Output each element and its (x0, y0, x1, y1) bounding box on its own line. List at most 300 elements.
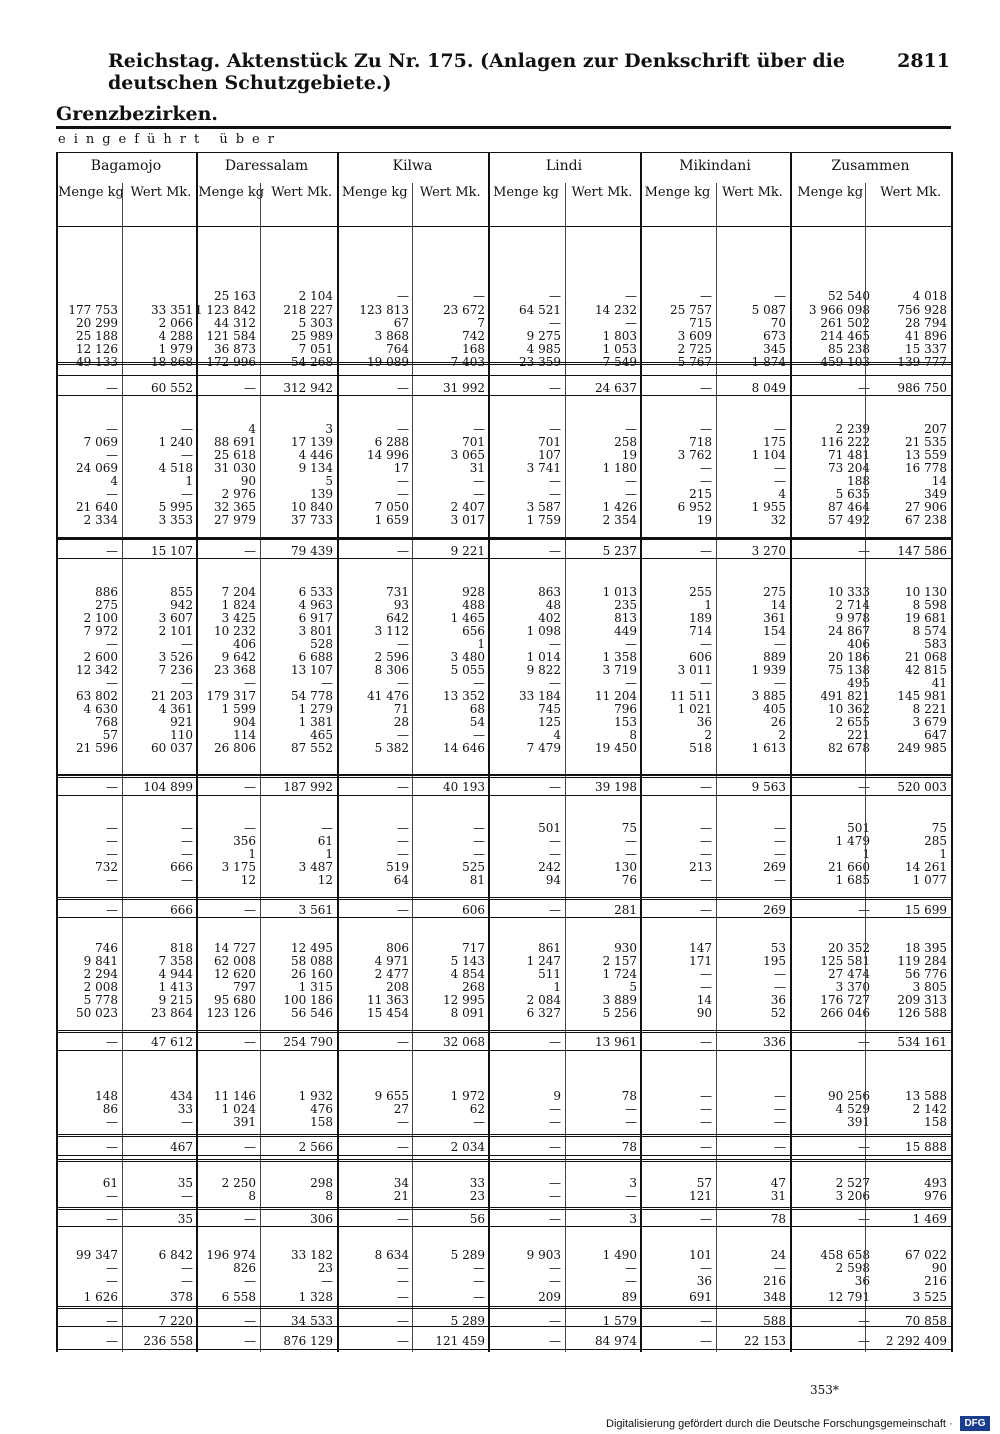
table-cell: — (549, 289, 561, 303)
table-cell: 5 289 (450, 1314, 485, 1328)
table-cell: — (244, 544, 256, 558)
table-cell: 31 992 (443, 381, 485, 395)
table-cell: 33 182 (291, 1248, 333, 1262)
table-cell: — (397, 289, 409, 303)
table-cell: — (106, 821, 118, 835)
table-cell: 86 (102, 1102, 118, 1116)
table-cell: 1 (477, 637, 485, 651)
table-cell: 41 (931, 676, 947, 690)
table-cell: 12 126 (76, 342, 118, 356)
table-cell: 221 (847, 728, 870, 742)
table-cell: 39 198 (595, 780, 637, 794)
table-cell: 215 (689, 487, 712, 501)
table-cell: 3 370 (835, 980, 870, 994)
table-cell: — (774, 676, 786, 690)
table-cell: 62 (469, 1102, 485, 1116)
table-cell: 8 049 (751, 381, 786, 395)
table-cell: — (625, 847, 637, 861)
table-cell: — (774, 1261, 786, 1275)
table-cell: — (106, 1314, 118, 1328)
table-cell: — (549, 1176, 561, 1190)
table-cell: 16 778 (905, 461, 947, 475)
table-cell: 904 (233, 715, 256, 729)
table-cell: 75 138 (828, 663, 870, 677)
table-cell: — (774, 980, 786, 994)
table-cell: 449 (614, 624, 637, 638)
table-cell: 488 (462, 598, 485, 612)
table-cell: 148 (95, 1089, 118, 1103)
table-cell: 32 (770, 513, 786, 527)
table-cell: 175 (763, 435, 786, 449)
table-cell: 2 084 (526, 993, 561, 1007)
table-cell: 1 098 (526, 624, 561, 638)
table-cell: 168 (462, 342, 485, 356)
table-cell: 797 (233, 980, 256, 994)
table-cell: 1 874 (751, 355, 786, 369)
row-rule (56, 1030, 951, 1031)
table-cell: 71 (393, 702, 409, 716)
table-cell: 4 944 (158, 967, 193, 981)
table-cell: 921 (170, 715, 193, 729)
dfg-logo: DFG (960, 1416, 990, 1431)
table-row (0, 1213, 1000, 1226)
table-cell: 24 069 (76, 461, 118, 475)
table-cell: — (397, 821, 409, 835)
table-cell: 465 (310, 728, 333, 742)
table-row (0, 290, 1000, 303)
table-cell: 195 (763, 954, 786, 968)
table-cell: 179 317 (206, 689, 256, 703)
table-cell: — (397, 1274, 409, 1288)
header-bottom-rule (56, 226, 951, 227)
table-cell: 177 753 (68, 303, 118, 317)
table-cell: — (858, 1140, 870, 1154)
table-cell: 942 (170, 598, 193, 612)
table-cell: 1 279 (298, 702, 333, 716)
table-cell: — (397, 1261, 409, 1275)
table-cell: 1 (248, 847, 256, 861)
table-cell: — (625, 1115, 637, 1129)
table-cell: — (473, 422, 485, 436)
table-cell: 8 (248, 1189, 256, 1203)
table-cell: — (625, 1102, 637, 1116)
table-cell: 4 630 (83, 702, 118, 716)
table-cell: 9 655 (374, 1089, 409, 1103)
table-cell: — (549, 1314, 561, 1328)
table-cell: 24 637 (595, 381, 637, 395)
table-cell: 1 021 (677, 702, 712, 716)
table-cell: 56 (469, 1212, 485, 1226)
table-cell: 731 (386, 585, 409, 599)
table-cell: 2 (704, 728, 712, 742)
table-cell: 139 (310, 487, 333, 501)
table-cell: 3 561 (298, 903, 333, 917)
table-cell: 9 215 (158, 993, 193, 1007)
table-cell: 1 932 (298, 1089, 333, 1103)
table-cell: 8 634 (374, 1248, 409, 1262)
table-cell: 187 992 (283, 780, 333, 794)
table-cell: 101 (689, 1248, 712, 1262)
table-cell: 1 247 (526, 954, 561, 968)
table-row (0, 1116, 1000, 1129)
table-cell: — (397, 1314, 409, 1328)
table-cell: — (858, 1314, 870, 1328)
table-cell: 1 (185, 474, 193, 488)
table-row (0, 835, 1000, 848)
table-cell: 25 989 (291, 329, 333, 343)
table-cell: 57 492 (828, 513, 870, 527)
row-rule (56, 897, 951, 898)
table-cell: 26 806 (214, 741, 256, 755)
table-cell: 153 (614, 715, 637, 729)
table-cell: 5 303 (298, 316, 333, 330)
table-cell: 114 (233, 728, 256, 742)
table-cell: 36 (696, 1274, 712, 1288)
table-row (0, 874, 1000, 887)
table-cell: 2 566 (298, 1140, 333, 1154)
table-cell: 518 (689, 741, 712, 755)
table-cell: 9 978 (835, 611, 870, 625)
table-cell: 855 (170, 585, 193, 599)
table-cell: 1 599 (221, 702, 256, 716)
table-cell: 25 188 (76, 329, 118, 343)
table-cell: — (625, 474, 637, 488)
table-cell: 1 979 (158, 342, 193, 356)
table-cell: — (858, 544, 870, 558)
table-cell: 1 465 (450, 611, 485, 625)
table-cell: — (244, 1212, 256, 1226)
table-cell: 61 (317, 834, 333, 848)
table-cell: 1 013 (602, 585, 637, 599)
table-cell: 23 (469, 1189, 485, 1203)
table-cell: — (181, 1115, 193, 1129)
table-cell: — (700, 544, 712, 558)
table-cell: 4 361 (158, 702, 193, 716)
table-cell: 33 184 (519, 689, 561, 703)
table-cell: 9 221 (450, 544, 485, 558)
table-cell: 17 (393, 461, 409, 475)
table-cell: — (181, 1274, 193, 1288)
table-cell: 68 (469, 702, 485, 716)
table-cell: — (397, 676, 409, 690)
table-cell: 269 (763, 860, 786, 874)
table-cell: 3 206 (835, 1189, 870, 1203)
table-cell: 3 353 (158, 513, 193, 527)
table-cell: 3 (629, 1212, 637, 1226)
table-cell: 714 (689, 624, 712, 638)
table-cell: 23 864 (151, 1006, 193, 1020)
table-cell: 61 (102, 1176, 118, 1190)
table-cell: 606 (462, 903, 485, 917)
table-cell: 11 363 (367, 993, 409, 1007)
table-cell: 23 672 (443, 303, 485, 317)
table-cell: — (106, 1261, 118, 1275)
table-cell: 23 368 (214, 663, 256, 677)
row-rule (56, 1326, 951, 1327)
table-cell: 249 985 (897, 741, 947, 755)
row-rule (56, 917, 951, 918)
table-cell: 52 540 (828, 289, 870, 303)
table-cell: 467 (170, 1140, 193, 1154)
table-cell: 3 868 (374, 329, 409, 343)
column-rule (488, 152, 490, 1352)
table-cell: 21 660 (828, 860, 870, 874)
table-cell: 41 896 (905, 329, 947, 343)
table-cell: 2 477 (374, 967, 409, 981)
table-cell: — (774, 637, 786, 651)
table-cell: 2 101 (158, 624, 193, 638)
table-row (0, 1335, 1000, 1348)
table-row (0, 1007, 1000, 1020)
table-cell: — (549, 316, 561, 330)
table-cell: 41 476 (367, 689, 409, 703)
table-cell: 691 (689, 1290, 712, 1304)
table-cell: 19 (696, 513, 712, 527)
table-cell: 1 939 (751, 663, 786, 677)
table-cell: 391 (847, 1115, 870, 1129)
table-cell: 10 362 (828, 702, 870, 716)
table-cell: — (774, 1089, 786, 1103)
table-cell: 2 104 (298, 289, 333, 303)
table-cell: — (244, 381, 256, 395)
value-header: Wert Mk. (130, 185, 192, 200)
table-cell: — (549, 487, 561, 501)
table-row (0, 1262, 1000, 1275)
table-cell: — (397, 1212, 409, 1226)
table-cell: 31 030 (214, 461, 256, 475)
table-cell: 123 813 (359, 303, 409, 317)
table-cell: 8 091 (450, 1006, 485, 1020)
table-cell: — (858, 903, 870, 917)
table-cell: 647 (924, 728, 947, 742)
table-cell: 70 (770, 316, 786, 330)
table-cell: — (625, 422, 637, 436)
table-cell: 1 413 (158, 980, 193, 994)
table-cell: — (321, 676, 333, 690)
table-cell: 71 481 (828, 448, 870, 462)
table-cell: 84 974 (595, 1334, 637, 1348)
value-header: Wert Mk. (722, 185, 783, 200)
table-cell: 9 642 (221, 650, 256, 664)
table-cell: — (549, 637, 561, 651)
table-cell: 1 104 (751, 448, 786, 462)
table-cell: 94 (545, 873, 561, 887)
table-cell: 3 607 (158, 611, 193, 625)
table-cell: 732 (95, 860, 118, 874)
table-cell: 2 157 (602, 954, 637, 968)
table-cell: 11 204 (595, 689, 637, 703)
table-row (0, 1036, 1000, 1049)
table-cell: 3 719 (602, 663, 637, 677)
table-cell: — (397, 1290, 409, 1304)
table-cell: — (774, 422, 786, 436)
table-cell: 3 885 (751, 689, 786, 703)
table-cell: 4 529 (835, 1102, 870, 1116)
table-cell: — (700, 1334, 712, 1348)
table-cell: 1 955 (751, 500, 786, 514)
table-cell: — (397, 847, 409, 861)
table-cell: — (397, 422, 409, 436)
table-cell: 19 450 (595, 741, 637, 755)
table-cell: — (700, 637, 712, 651)
table-cell: 4 (248, 422, 256, 436)
table-cell: 2 527 (835, 1176, 870, 1190)
table-cell: 254 790 (283, 1035, 333, 1049)
table-cell: 176 727 (820, 993, 870, 1007)
table-cell: — (397, 487, 409, 501)
table-cell: — (700, 1102, 712, 1116)
table-cell: — (106, 676, 118, 690)
table-cell: 813 (614, 611, 637, 625)
table-cell: — (397, 544, 409, 558)
table-cell: 154 (763, 624, 786, 638)
table-cell: 35 (177, 1176, 193, 1190)
table-cell: 89 (621, 1290, 637, 1304)
table-cell: 3 679 (912, 715, 947, 729)
table-cell: 588 (763, 1314, 786, 1328)
table-cell: — (549, 544, 561, 558)
table-cell: 57 (696, 1176, 712, 1190)
table-cell: — (625, 1274, 637, 1288)
table-cell: — (106, 448, 118, 462)
table-cell: 27 906 (905, 500, 947, 514)
table-cell: — (106, 1035, 118, 1049)
table-cell: 7 204 (221, 585, 256, 599)
table-cell: 7 479 (526, 741, 561, 755)
row-rule (56, 1349, 951, 1350)
subcolumn-rule (716, 183, 717, 1352)
table-cell: 7 549 (602, 355, 637, 369)
table-cell: 123 126 (206, 1006, 256, 1020)
table-cell: 78 (621, 1089, 637, 1103)
table-cell: 520 003 (897, 780, 947, 794)
table-cell: 666 (170, 903, 193, 917)
table-cell: 5 995 (158, 500, 193, 514)
table-cell: 2 008 (83, 980, 118, 994)
table-cell: 312 942 (283, 381, 333, 395)
city-label: Mikindani (679, 158, 751, 174)
table-cell: — (181, 448, 193, 462)
table-cell: 19 681 (905, 611, 947, 625)
table-cell: 10 130 (905, 585, 947, 599)
table-cell: 21 535 (905, 435, 947, 449)
table-cell: 1 426 (602, 500, 637, 514)
row-rule (56, 538, 951, 539)
table-cell: — (625, 1261, 637, 1275)
table-cell: 2 714 (835, 598, 870, 612)
table-cell: 171 (689, 954, 712, 968)
table-cell: 5 (325, 474, 333, 488)
table-cell: — (473, 676, 485, 690)
table-cell: — (774, 1140, 786, 1154)
table-cell: 348 (763, 1290, 786, 1304)
table-cell: 281 (614, 903, 637, 917)
table-cell: 13 961 (595, 1035, 637, 1049)
table-cell: — (549, 780, 561, 794)
table-cell: — (473, 474, 485, 488)
table-cell: 21 (393, 1189, 409, 1203)
table-cell: — (244, 1035, 256, 1049)
table-cell: 4 518 (158, 461, 193, 475)
table-cell: 3 526 (158, 650, 193, 664)
table-cell: 2 725 (677, 342, 712, 356)
row-rule (56, 795, 951, 796)
table-cell: 3 966 098 (808, 303, 870, 317)
table-cell: 3 480 (450, 650, 485, 664)
table-cell: 826 (233, 1261, 256, 1275)
table-cell: 23 359 (519, 355, 561, 369)
table-cell: 12 495 (291, 941, 333, 955)
table-cell: 1 469 (912, 1212, 947, 1226)
table-cell: 107 (538, 448, 561, 462)
table-cell: 25 757 (670, 303, 712, 317)
table-cell: 32 068 (443, 1035, 485, 1049)
table-cell: 349 (924, 487, 947, 501)
table-cell: 3 487 (298, 860, 333, 874)
table-cell: 54 268 (291, 355, 333, 369)
table-cell: 34 (393, 1176, 409, 1190)
table-cell: 35 (177, 1212, 193, 1226)
table-cell: — (473, 1290, 485, 1304)
table-cell: 9 841 (83, 954, 118, 968)
table-cell: 5 237 (602, 544, 637, 558)
table-cell: — (244, 1274, 256, 1288)
table-cell: 8 (629, 728, 637, 742)
table-cell: — (700, 422, 712, 436)
table-cell: 121 (689, 1189, 712, 1203)
table-cell: 11 511 (670, 689, 712, 703)
table-cell: 986 750 (897, 381, 947, 395)
table-cell: 519 (386, 860, 409, 874)
table-cell: 12 342 (76, 663, 118, 677)
table-cell: — (700, 873, 712, 887)
table-cell: 121 459 (435, 1334, 485, 1348)
table-cell: 12 791 (828, 1290, 870, 1304)
subcolumn-rule (122, 183, 123, 1352)
table-cell: — (625, 487, 637, 501)
table-cell: 4 (110, 474, 118, 488)
table-cell: — (473, 1274, 485, 1288)
table-cell: — (700, 1261, 712, 1275)
table-cell: 145 981 (897, 689, 947, 703)
table-cell: 17 139 (291, 435, 333, 449)
table-cell: 7 051 (298, 342, 333, 356)
table-cell: — (244, 903, 256, 917)
table-cell: — (700, 980, 712, 994)
table-cell: 76 (621, 873, 637, 887)
table-cell: — (700, 1212, 712, 1226)
table-cell: 22 153 (744, 1334, 786, 1348)
table-cell: 434 (170, 1089, 193, 1103)
table-cell: 10 333 (828, 585, 870, 599)
table-cell: 258 (614, 435, 637, 449)
table-cell: — (858, 1212, 870, 1226)
table-cell: 764 (386, 342, 409, 356)
table-cell: 9 275 (526, 329, 561, 343)
table-cell: — (700, 381, 712, 395)
table-cell: 78 (770, 1212, 786, 1226)
table-cell: 52 (770, 1006, 786, 1020)
table-cell: 20 352 (828, 941, 870, 955)
column-rule (56, 152, 58, 1352)
table-cell: 1 315 (298, 980, 333, 994)
table-cell: 104 899 (143, 780, 193, 794)
table-cell: — (473, 847, 485, 861)
table-cell: — (181, 873, 193, 887)
table-cell: 20 299 (76, 316, 118, 330)
table-cell: 56 546 (291, 1006, 333, 1020)
table-cell: — (774, 821, 786, 835)
